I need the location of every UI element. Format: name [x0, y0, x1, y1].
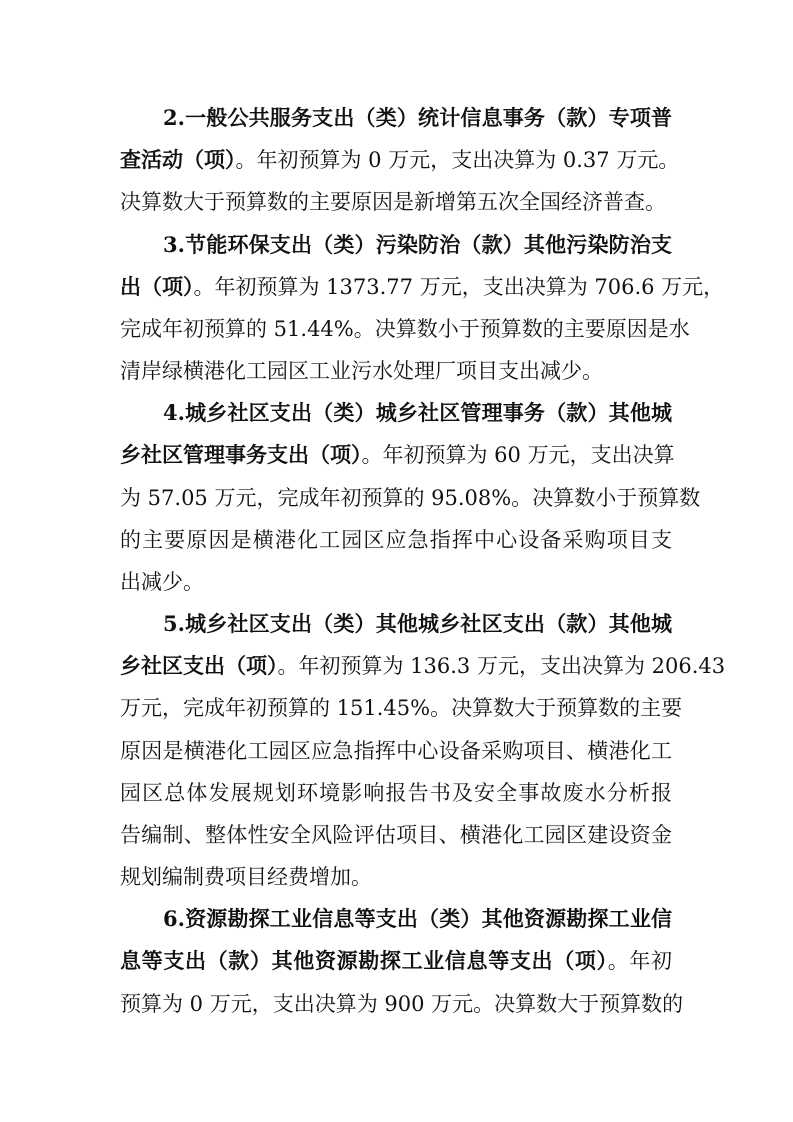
body-text: 预算为 0 万元，支出决算为 900 万元。决算数大于预算数的 — [120, 992, 684, 1016]
paragraph-3-line-4 — [120, 350, 672, 392]
body-text: 的主要原因是横港化工园区应急指挥中心设备采购项目支 — [120, 528, 672, 552]
bold-text: 出（项） — [120, 274, 194, 299]
bold-text: 5.城乡社区支出（类）其他城乡社区支出（款）其他城 — [163, 611, 672, 636]
paragraph-4-line-1 — [163, 392, 672, 434]
paragraph-5-line-2 — [120, 645, 726, 687]
body-text: 出减少。 — [120, 570, 204, 594]
paragraph-2-line-1 — [163, 97, 672, 139]
paragraph-5-line-6 — [120, 814, 672, 856]
paragraph-6-line-3 — [120, 983, 684, 1025]
bold-text: 2.一般公共服务支出（类）统计信息事务（款）专项普 — [163, 105, 672, 130]
paragraph-3-line-2 — [120, 266, 725, 308]
paragraph-5-line-3 — [120, 687, 683, 729]
body-text: 清岸绿横港化工园区工业污水处理厂项目支出减少。 — [120, 359, 603, 383]
bold-text: 息等支出（款）其他资源勘探工业信息等支出（项） — [120, 948, 608, 973]
paragraph-5-line-1 — [163, 603, 672, 645]
body-text: 原因是横港化工园区应急指挥中心设备采购项目、横港化工 — [120, 739, 672, 763]
paragraph-4-line-4 — [120, 519, 672, 561]
body-text: 告编制、整体性安全风险评估项目、横港化工园区建设资金 — [120, 823, 672, 847]
body-text: 万元，完成年初预算的 151.45%。决算数大于预算数的主要 — [120, 696, 683, 720]
paragraph-5-line-5 — [120, 772, 672, 814]
paragraph-4-line-5 — [120, 561, 672, 603]
bold-text: 6.资源勘探工业信息等支出（类）其他资源勘探工业信 — [163, 906, 672, 931]
body-text: 。年初预算为 136.3 万元，支出决算为 206.43 — [277, 654, 726, 678]
paragraph-6-line-1 — [163, 898, 672, 940]
paragraph-2-line-2 — [120, 139, 680, 181]
paragraph-5-line-4 — [120, 730, 672, 772]
paragraph-4-line-3 — [120, 477, 701, 519]
body-text: 。年初预算为 1373.77 万元，支出决算为 706.6 万元， — [193, 275, 725, 299]
body-text: 规划编制费项目经费增加。 — [120, 865, 372, 889]
body-text: 决算数大于预算数的主要原因是新增第五次全国经济普查。 — [120, 190, 666, 214]
paragraph-4-line-2 — [120, 434, 675, 476]
body-text: 。年初预算为 0 万元，支出决算为 0.37 万元。 — [235, 148, 680, 172]
paragraph-6-line-2 — [120, 940, 672, 982]
bold-text: 乡社区支出（项） — [120, 653, 278, 678]
paragraph-3-line-1 — [163, 224, 672, 266]
bold-text: 4.城乡社区支出（类）城乡社区管理事务（款）其他城 — [163, 400, 672, 425]
body-text: 。年初预算为 60 万元，支出决算 — [361, 443, 675, 467]
body-text: 完成年初预算的 51.44%。决算数小于预算数的主要原因是水 — [120, 317, 690, 341]
paragraph-3-line-3 — [120, 308, 690, 350]
paragraph-5-line-7 — [120, 856, 672, 898]
paragraph-2-line-3 — [120, 181, 672, 223]
body-text: 为 57.05 万元，完成年初预算的 95.08%。决算数小于预算数 — [120, 486, 701, 510]
bold-text: 查活动（项） — [120, 147, 236, 172]
bold-text: 3.节能环保支出（类）污染防治（款）其他污染防治支 — [163, 232, 672, 257]
body-text: 园区总体发展规划环境影响报告书及安全事故废水分析报 — [120, 781, 672, 805]
body-text: 。年初 — [607, 949, 673, 973]
bold-text: 乡社区管理事务支出（项） — [120, 442, 362, 467]
